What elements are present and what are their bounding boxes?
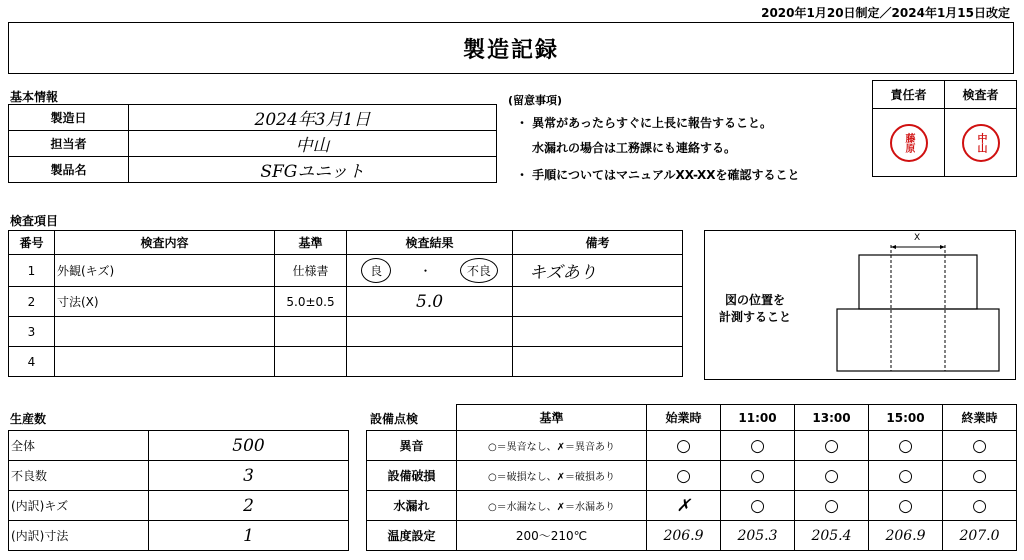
table-row — [9, 317, 683, 347]
bad-option-circled[interactable]: 不良 — [460, 258, 498, 283]
stamp-text: 中山 — [975, 132, 986, 153]
col-header: 11:00 — [721, 405, 795, 431]
check-standard: 200～210℃ — [457, 521, 647, 551]
col-header: 15:00 — [869, 405, 943, 431]
col-header: 終業時 — [943, 405, 1017, 431]
dimension-count-field[interactable]: 1 — [149, 521, 349, 551]
diagram-caption: 図の位置を 計測すること — [719, 293, 792, 324]
note-item: 水漏れの場合は工務課にも連絡する。 — [532, 141, 737, 155]
person-in-charge-field[interactable]: 中山 — [129, 131, 497, 157]
inspection-content: 寸法(X) — [55, 287, 275, 317]
empty-corner — [367, 405, 457, 431]
result-field[interactable] — [347, 317, 513, 347]
inspection-standard: 仕様書 — [275, 255, 347, 287]
check-item: 温度設定 — [367, 521, 457, 551]
product-name-field[interactable]: SFGユニット — [129, 157, 497, 183]
result-field[interactable] — [347, 347, 513, 377]
table-row — [367, 521, 1017, 551]
check-value[interactable]: ○ — [795, 431, 869, 461]
check-standard: ○＝異音なし、✗＝異音あり — [457, 431, 647, 461]
remarks-field[interactable] — [513, 317, 683, 347]
check-value[interactable]: ○ — [943, 491, 1017, 521]
check-item: 水漏れ — [367, 491, 457, 521]
col-header: 番号 — [9, 231, 55, 255]
row-number: 1 — [9, 255, 55, 287]
defect-count-field[interactable]: 3 — [149, 461, 349, 491]
col-header: 検査内容 — [55, 231, 275, 255]
check-value[interactable]: ○ — [869, 431, 943, 461]
result-cell[interactable] — [347, 255, 513, 287]
remarks-field[interactable] — [513, 347, 683, 377]
inspector-stamp — [962, 124, 1000, 162]
row-number: 4 — [9, 347, 55, 377]
result-field[interactable]: 5.0 — [347, 287, 513, 317]
row-number: 3 — [9, 317, 55, 347]
check-value[interactable]: ✗ — [647, 491, 721, 521]
row-number: 2 — [9, 287, 55, 317]
temperature-value[interactable]: 206.9 — [647, 521, 721, 551]
inspection-table — [8, 230, 683, 377]
title-box — [8, 22, 1014, 74]
check-value[interactable]: ○ — [647, 431, 721, 461]
basic-info-table — [8, 104, 497, 183]
col-header: 始業時 — [647, 405, 721, 431]
temperature-value[interactable]: 205.3 — [721, 521, 795, 551]
check-standard: ○＝破損なし、✗＝破損あり — [457, 461, 647, 491]
col-header: 13:00 — [795, 405, 869, 431]
total-count-field[interactable]: 500 — [149, 431, 349, 461]
inspection-content[interactable] — [55, 317, 275, 347]
approval-header: 責任者 — [873, 81, 945, 109]
responsible-stamp — [890, 124, 928, 162]
inspection-heading: 検査項目 — [10, 214, 59, 228]
dimension-label: X — [914, 233, 921, 243]
check-value[interactable]: ○ — [869, 461, 943, 491]
scratch-count-field[interactable]: 2 — [149, 491, 349, 521]
basic-label: 製造日 — [9, 105, 129, 131]
table-row — [367, 431, 1017, 461]
good-option-circled[interactable]: 良 — [361, 258, 391, 283]
table-row — [9, 287, 683, 317]
stamp-text: 藤原 — [903, 132, 914, 153]
notes-heading: (留意事項) — [508, 94, 563, 107]
temperature-value[interactable]: 205.4 — [795, 521, 869, 551]
revision-date: 2020年1月20日制定／2024年1月15日改定 — [761, 6, 1010, 20]
col-header: 基準 — [457, 405, 647, 431]
production-label: (内訳)キズ — [9, 491, 149, 521]
page-title: 製造記録 — [462, 37, 559, 63]
inspection-content[interactable] — [55, 347, 275, 377]
table-row — [367, 491, 1017, 521]
table-row — [367, 461, 1017, 491]
production-label: 全体 — [9, 431, 149, 461]
separator-dot: ・ — [419, 264, 432, 278]
production-heading: 生産数 — [10, 412, 47, 426]
remarks-field[interactable] — [513, 287, 683, 317]
check-item: 異音 — [367, 431, 457, 461]
stamp-cell — [945, 109, 1017, 177]
note-item: ・ 手順についてはマニュアルXX-XXを確認すること — [516, 168, 800, 182]
production-label: (内訳)寸法 — [9, 521, 149, 551]
check-value[interactable]: ○ — [721, 491, 795, 521]
notes — [508, 92, 858, 183]
stamp-cell — [873, 109, 945, 177]
basic-label: 担当者 — [9, 131, 129, 157]
check-value[interactable]: ○ — [721, 431, 795, 461]
table-row — [9, 255, 683, 287]
check-value[interactable]: ○ — [869, 491, 943, 521]
inspection-standard[interactable] — [275, 317, 347, 347]
measurement-diagram — [704, 230, 1016, 380]
inspection-standard: 5.0±0.5 — [275, 287, 347, 317]
inspection-standard[interactable] — [275, 347, 347, 377]
col-header: 検査結果 — [347, 231, 513, 255]
basic-info-heading: 基本情報 — [10, 90, 59, 104]
approval-table — [872, 80, 1017, 177]
col-header: 備考 — [513, 231, 683, 255]
production-date-field[interactable]: 2024年3月1日 — [129, 105, 497, 131]
temperature-value[interactable]: 206.9 — [869, 521, 943, 551]
production-label: 不良数 — [9, 461, 149, 491]
check-value[interactable]: ○ — [943, 431, 1017, 461]
note-item: ・ 異常があったらすぐに上長に報告すること。 — [516, 116, 773, 130]
temperature-value[interactable]: 207.0 — [943, 521, 1017, 551]
check-standard: ○＝水漏なし、✗＝水漏あり — [457, 491, 647, 521]
check-value[interactable]: ○ — [795, 461, 869, 491]
remarks-field[interactable]: キズあり — [513, 255, 683, 287]
table-row — [9, 347, 683, 377]
basic-label: 製品名 — [9, 157, 129, 183]
check-value[interactable]: ○ — [721, 461, 795, 491]
equipment-table — [366, 404, 1017, 551]
check-value[interactable]: ○ — [795, 491, 869, 521]
check-item: 設備破損 — [367, 461, 457, 491]
part-drawing — [831, 235, 1011, 375]
approval-header: 検査者 — [945, 81, 1017, 109]
check-value[interactable]: ○ — [943, 461, 1017, 491]
inspection-content: 外観(キズ) — [55, 255, 275, 287]
col-header: 基準 — [275, 231, 347, 255]
equipment-heading: 設備点検 — [370, 412, 419, 426]
check-value[interactable]: ○ — [647, 461, 721, 491]
production-table — [8, 430, 349, 551]
